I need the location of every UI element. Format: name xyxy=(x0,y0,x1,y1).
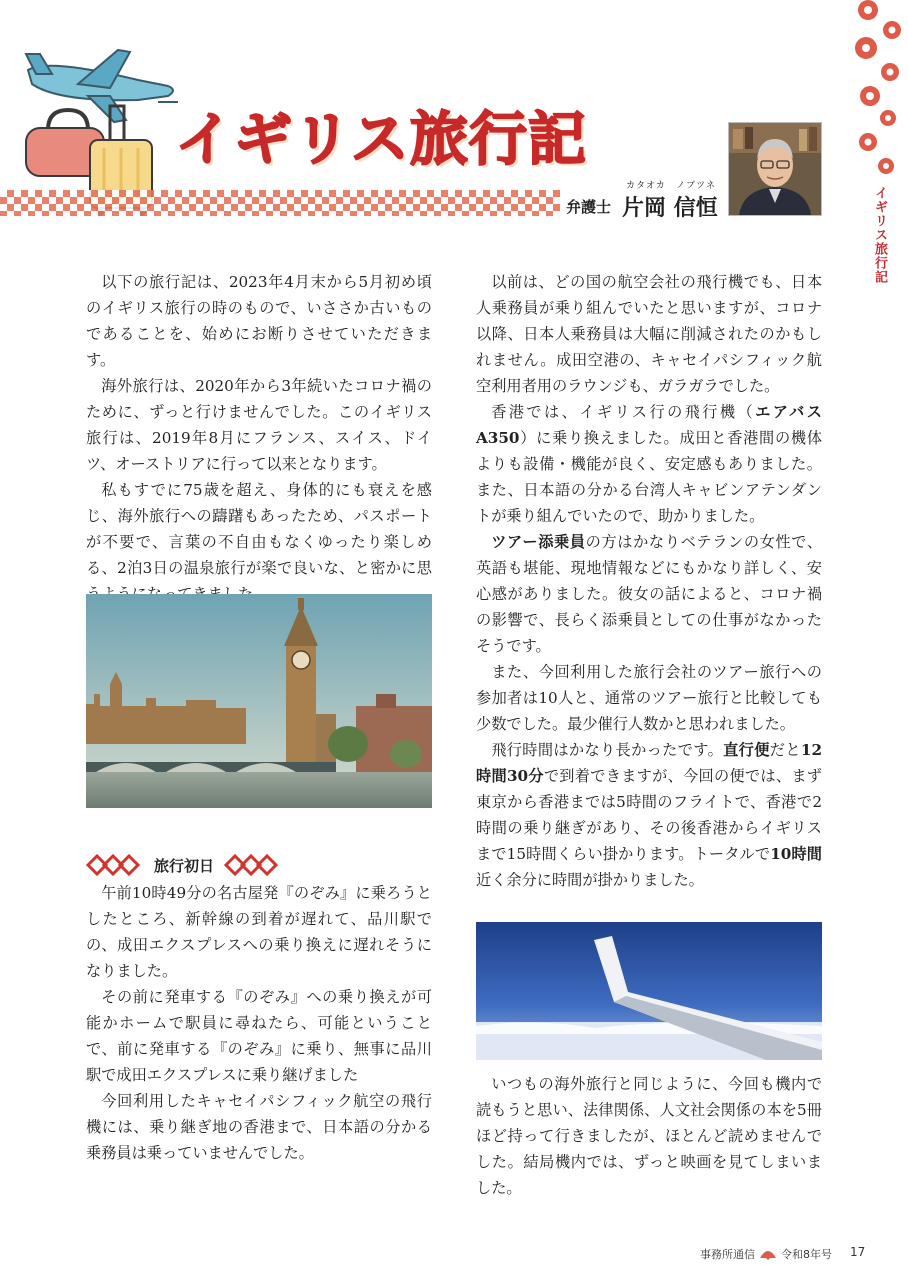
author-name: 片岡 信恒 xyxy=(622,196,718,221)
name-ruby-family: カタオカ xyxy=(626,181,666,191)
section-title: 旅行初日 xyxy=(154,856,215,875)
ornament-icon xyxy=(86,854,144,876)
paragraph: 午前10時49分の名古屋発『のぞみ』に乗ろうとしたところ、新幹線の到着が遅れて、品川駅での、成田エクスプレスへの乗り換えに遅れそうになりました。 xyxy=(86,884,432,980)
section-heading-first-day xyxy=(86,850,432,880)
bold-term: 12時間30分 xyxy=(476,741,823,785)
publication-name: 事務所通信 xyxy=(700,1248,755,1261)
bold-term: エアバスA350 xyxy=(476,403,822,447)
paragraph: いつもの海外旅行と同じように、今回も機内で読もうと思い、法律関係、人文社会関係の本を5冊ほど持って行きましたが、ほとんど読めませんでした。結局機内では、ずっと映画を見てしまいました。 xyxy=(476,1075,822,1197)
paragraph: 私もすでに75歳を超え、身体的にも衰えを感じ、海外旅行への躊躇もあったため、パスポートが不要で、言葉の不自由もなくゆったり楽しめる、2泊3日の温泉旅行が楽で良いな、と密かに思 xyxy=(86,481,432,577)
bold-term: 直行便 xyxy=(723,741,770,759)
right-column-bottom xyxy=(476,1071,822,1201)
ornament-icon xyxy=(224,854,282,876)
airplane-icon xyxy=(26,50,178,122)
name-ruby-given: ノブツネ xyxy=(676,181,716,191)
right-column-top xyxy=(476,269,822,893)
issue-label: 令和8年号 xyxy=(781,1248,832,1261)
left-column-bottom xyxy=(86,880,432,1166)
page-title: イギリス旅行記 xyxy=(175,105,587,173)
big-ben-photo xyxy=(86,594,432,808)
airplane-wing-photo xyxy=(476,922,822,1060)
paragraph: ツアー添乗員の方はかなりベテランの女性で、英語も堪能、現地情報などにもかなり詳しく、安心感がありました。彼女の話によると、コロナ禍の影響で、長らく添乗員としての仕事がなかったそうです。 xyxy=(476,533,823,655)
fan-logo-icon xyxy=(759,1248,777,1260)
page-number: 17 xyxy=(850,1245,866,1259)
paragraph: 飛行時間はかなり長かったです。直行便だと12時間30分で到着できますが、今回の便では、まず東京から香港までは5時間のフライトで、香港で2時間の乗り継ぎがあり、その後香港からイギリスまで15時間くらい掛かります。トータルで10時間近く余分に時間が掛かりました。 xyxy=(476,741,823,889)
checkered-header-band xyxy=(0,190,560,216)
paragraph: 海外旅行は、2020年から3年続いたコロナ禍のために、ずっと行けませんでした。このイギリス旅行は、2019年8月にフランス、スイス、ドイツ、オーストリアに行って以来となります。 xyxy=(86,377,432,473)
paragraph: 以下の旅行記は、2023年4月末から5月初め頃のイギリス旅行の時のもので、いささか古いものであることを、始めにお断りさせていただきます。 xyxy=(86,273,432,369)
plum-blossom-decoration xyxy=(848,0,908,180)
paragraph: その前に発車する『のぞみ』への乗り換えが可能かホームで駅員に尋ねたら、可能ということで、前に発車する『のぞみ』に乗り、無事に品川駅で成田エクスプレスに乗り継げました xyxy=(86,988,432,1084)
author-role: 弁護士 xyxy=(566,198,612,216)
paragraph: 香港では、イギリス行の飛行機（エアバスA350）に乗り換えました。成田と香港間の機体よりも設備・機能が良く、安定感もありました。また、日本語の分かる台湾人キャビンアテンダントが乗り組んでいたので、助かりました。 xyxy=(476,403,822,525)
paragraph: 今回利用したキャセイパシフィック航空の飛行機には、乗り継ぎ地の香港まで、日本語の分かる乗務員は乗っていませんでした。 xyxy=(86,1092,432,1162)
paragraph: また、今回利用した旅行会社のツアー旅行への参加者は10人と、通常のツアー旅行と比較しても少数でした。最少催行人数かと思われました。 xyxy=(476,663,822,733)
bold-term: ツアー添乗員 xyxy=(491,533,586,551)
side-section-label: イギリス旅行記 xyxy=(872,186,887,284)
bold-term: 10時間 xyxy=(770,845,822,863)
author-portrait xyxy=(728,122,822,216)
footer xyxy=(700,1246,832,1262)
paragraph: 以前は、どの国の航空会社の飛行機でも、日本人乗務員が乗り組んでいたと思いますが、コロナ以降、日本人乗務員は大幅に削減されたのかもしれません。成田空港の、キャセイパシフィック航空利用者用のラウンジも、ガラガラでした。 xyxy=(476,273,822,395)
left-column-top xyxy=(86,269,432,607)
